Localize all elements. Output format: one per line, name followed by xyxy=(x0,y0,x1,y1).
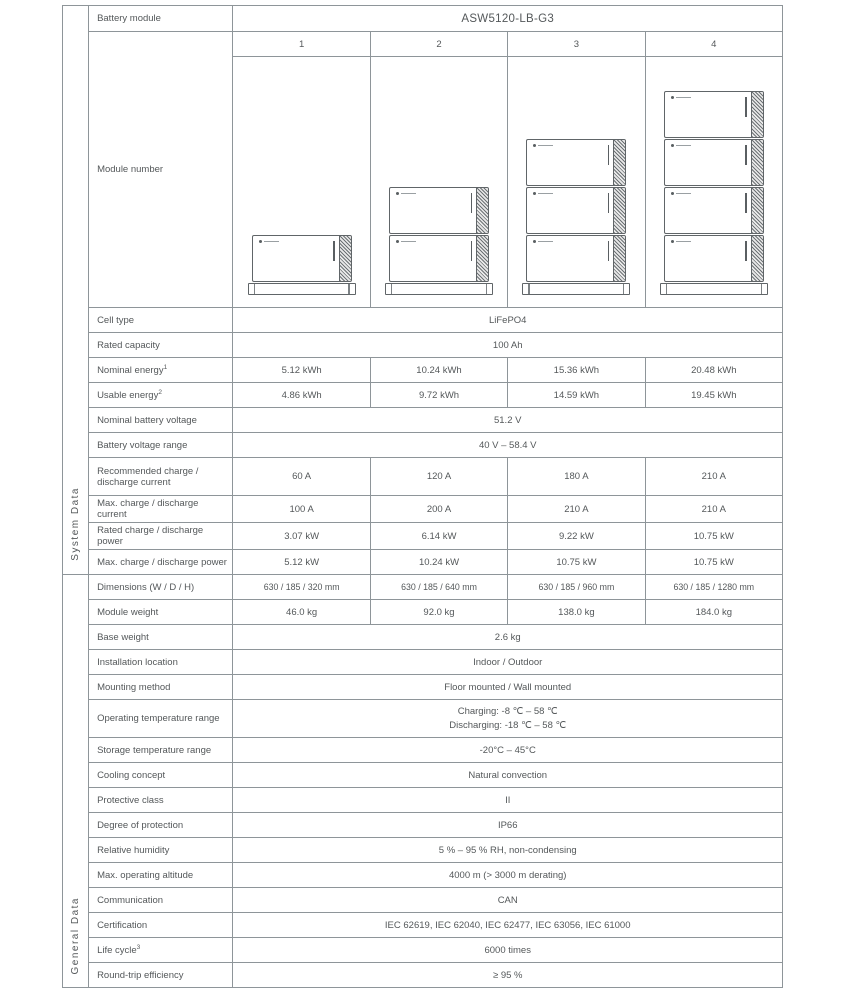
table-row xyxy=(63,675,783,700)
column-header-1: 1 xyxy=(233,32,370,57)
row-label: Module number xyxy=(89,32,233,308)
module-vent-strip xyxy=(751,92,763,137)
battery-base-illustration xyxy=(385,283,493,295)
brand-logo-mark xyxy=(533,240,553,243)
battery-stack-4 xyxy=(646,90,782,295)
row-value: 10.75 kW xyxy=(645,550,782,575)
battery-module-illustration xyxy=(389,235,489,282)
table-row xyxy=(63,963,783,988)
module-seam-line xyxy=(608,241,610,261)
row-label: Cooling concept xyxy=(89,763,233,788)
table-row xyxy=(63,938,783,963)
table-row xyxy=(63,788,783,813)
row-label: Battery voltage range xyxy=(89,433,233,458)
row-value: 180 A xyxy=(508,458,645,496)
battery-module-illustration xyxy=(664,91,764,138)
table-row xyxy=(63,433,783,458)
module-vent-strip xyxy=(476,236,488,281)
row-label: Life cycle$^3$ xyxy=(89,938,233,963)
battery-base-illustration xyxy=(248,283,356,295)
section-band-general xyxy=(63,575,89,988)
row-label: Module weight xyxy=(89,600,233,625)
column-header-2: 2 xyxy=(370,32,507,57)
row-label: Dimensions (W / D / H) xyxy=(89,575,233,600)
row-label: Nominal battery voltage xyxy=(89,408,233,433)
module-seam-line xyxy=(608,193,610,213)
temp-range-charging: Charging: -8 ℃ – 58 ℃ xyxy=(457,705,558,717)
brand-logo-mark xyxy=(533,144,553,147)
row-value: 10.75 kW xyxy=(508,550,645,575)
table-row xyxy=(63,308,783,333)
row-value: 9.22 kW xyxy=(508,523,645,550)
module-seam-line xyxy=(608,145,610,165)
battery-stack-2 xyxy=(371,186,507,295)
row-label: Rated charge / discharge power xyxy=(89,523,233,550)
table-row xyxy=(63,738,783,763)
row-value: 4.86 kWh xyxy=(233,383,370,408)
footnote-marker: 1 xyxy=(163,363,168,371)
section-label-general: General Data xyxy=(70,896,82,974)
row-value: ≥ 95 % xyxy=(233,963,783,988)
brand-logo-mark xyxy=(533,192,553,195)
row-value: 200 A xyxy=(370,496,507,523)
row-value: 210 A xyxy=(645,458,782,496)
brand-logo-mark xyxy=(259,240,279,243)
row-value: 120 A xyxy=(370,458,507,496)
row-value: 10.24 kWh xyxy=(370,358,507,383)
row-value: Floor mounted / Wall mounted xyxy=(233,675,783,700)
module-vent-strip xyxy=(613,140,625,185)
row-value: 630 / 185 / 1280 mm xyxy=(645,575,782,600)
section-band-system xyxy=(63,6,89,575)
row-label: Nominal energy$^1$ xyxy=(89,358,233,383)
row-label: Recommended charge / discharge current xyxy=(89,458,233,496)
battery-module-illustration xyxy=(389,187,489,234)
row-value: IP66 xyxy=(233,813,783,838)
temp-range-discharging: Discharging: -18 ℃ – 58 ℃ xyxy=(449,719,567,731)
module-seam-line xyxy=(745,145,747,165)
table-row xyxy=(63,700,783,738)
row-label: Max. charge / discharge power xyxy=(89,550,233,575)
battery-base-illustration xyxy=(660,283,768,295)
row-label: Mounting method xyxy=(89,675,233,700)
row-label: Communication xyxy=(89,888,233,913)
table-row xyxy=(63,408,783,433)
module-vent-strip xyxy=(339,236,351,281)
row-value: 138.0 kg xyxy=(508,600,645,625)
table-row xyxy=(63,358,783,383)
row-value: 210 A xyxy=(508,496,645,523)
table-row xyxy=(63,888,783,913)
row-value: 5 % – 95 % RH, non-condensing xyxy=(233,838,783,863)
row-label: Base weight xyxy=(89,625,233,650)
row-label: Max. charge / discharge current xyxy=(89,496,233,523)
row-label: Round-trip efficiency xyxy=(89,963,233,988)
battery-stack-3 xyxy=(508,138,644,295)
brand-logo-mark xyxy=(671,144,691,147)
row-value: 4000 m (> 3000 m derating) xyxy=(233,863,783,888)
module-vent-strip xyxy=(613,188,625,233)
module-vent-strip xyxy=(613,236,625,281)
row-value: Indoor / Outdoor xyxy=(233,650,783,675)
row-value: 10.75 kW xyxy=(645,523,782,550)
battery-stack-cell-2 xyxy=(370,57,507,308)
row-value: 15.36 kWh xyxy=(508,358,645,383)
table-row xyxy=(63,383,783,408)
brand-logo-mark xyxy=(671,96,691,99)
row-value: 100 Ah xyxy=(233,333,783,358)
row-value: 92.0 kg xyxy=(370,600,507,625)
table-row xyxy=(63,458,783,496)
row-value: LiFePO4 xyxy=(233,308,783,333)
row-value: 210 A xyxy=(645,496,782,523)
row-value xyxy=(233,700,783,738)
row-label: Usable energy$^2$ xyxy=(89,383,233,408)
row-value: -20°C – 45°C xyxy=(233,738,783,763)
row-label: Operating temperature range xyxy=(89,700,233,738)
column-header-4: 4 xyxy=(645,32,782,57)
row-value: 5.12 kW xyxy=(233,550,370,575)
battery-module-illustration xyxy=(664,235,764,282)
table-row xyxy=(63,496,783,523)
row-value: 10.24 kW xyxy=(370,550,507,575)
row-value: 40 V – 58.4 V xyxy=(233,433,783,458)
module-seam-line xyxy=(745,193,747,213)
module-seam-line xyxy=(471,241,473,261)
table-row xyxy=(63,333,783,358)
table-row xyxy=(63,650,783,675)
row-label: Storage temperature range xyxy=(89,738,233,763)
row-value: 20.48 kWh xyxy=(645,358,782,383)
battery-module-illustration xyxy=(526,235,626,282)
row-label: Protective class xyxy=(89,788,233,813)
table-row xyxy=(63,523,783,550)
module-vent-strip xyxy=(751,236,763,281)
row-value: Natural convection xyxy=(233,763,783,788)
column-header-3: 3 xyxy=(508,32,645,57)
row-value: 19.45 kWh xyxy=(645,383,782,408)
footnote-marker: 2 xyxy=(158,388,162,396)
row-label: Cell type xyxy=(89,308,233,333)
table-row xyxy=(63,838,783,863)
row-value: 6000 times xyxy=(233,938,783,963)
module-vent-strip xyxy=(476,188,488,233)
datasheet-page xyxy=(0,5,850,981)
row-value: 5.12 kWh xyxy=(233,358,370,383)
row-value: 51.2 V xyxy=(233,408,783,433)
brand-logo-mark xyxy=(671,192,691,195)
module-seam-line xyxy=(745,97,747,117)
module-seam-line xyxy=(333,241,335,261)
battery-module-illustration xyxy=(526,139,626,186)
brand-logo-mark xyxy=(396,192,416,195)
battery-stack-1 xyxy=(233,234,369,295)
row-value: 184.0 kg xyxy=(645,600,782,625)
module-vent-strip xyxy=(751,140,763,185)
battery-stack-cell-4 xyxy=(645,57,782,308)
row-label: Max. operating altitude xyxy=(89,863,233,888)
table-row xyxy=(63,575,783,600)
battery-stack-cell-3 xyxy=(508,57,645,308)
table-row xyxy=(63,600,783,625)
module-seam-line xyxy=(745,241,747,261)
module-vent-strip xyxy=(751,188,763,233)
product-name: ASW5120-LB-G3 xyxy=(233,6,783,32)
row-label: Degree of protection xyxy=(89,813,233,838)
brand-logo-mark xyxy=(671,240,691,243)
battery-base-illustration xyxy=(522,283,630,295)
row-value: 6.14 kW xyxy=(370,523,507,550)
battery-stack-cell-1 xyxy=(233,57,370,308)
battery-module-illustration xyxy=(526,187,626,234)
row-value: 630 / 185 / 640 mm xyxy=(370,575,507,600)
row-label: Relative humidity xyxy=(89,838,233,863)
row-value: 3.07 kW xyxy=(233,523,370,550)
row-value: 630 / 185 / 960 mm xyxy=(508,575,645,600)
battery-module-illustration xyxy=(664,187,764,234)
table-row xyxy=(63,913,783,938)
table-row-column-headers xyxy=(63,32,783,57)
row-value: 60 A xyxy=(233,458,370,496)
brand-logo-mark xyxy=(396,240,416,243)
row-value: II xyxy=(233,788,783,813)
module-seam-line xyxy=(471,193,473,213)
table-row-product xyxy=(63,6,783,32)
row-label: Installation location xyxy=(89,650,233,675)
row-label: Certification xyxy=(89,913,233,938)
table-row xyxy=(63,813,783,838)
row-value: 2.6 kg xyxy=(233,625,783,650)
row-value: CAN xyxy=(233,888,783,913)
table-row xyxy=(63,550,783,575)
row-value: 9.72 kWh xyxy=(370,383,507,408)
row-value: 46.0 kg xyxy=(233,600,370,625)
battery-module-illustration xyxy=(664,139,764,186)
table-row xyxy=(63,763,783,788)
footnote-marker: 3 xyxy=(136,943,141,951)
row-value: 14.59 kWh xyxy=(508,383,645,408)
row-value: IEC 62619, IEC 62040, IEC 62477, IEC 63056, IEC 61000 xyxy=(233,913,783,938)
row-label: Battery module xyxy=(89,6,233,32)
table-row xyxy=(63,863,783,888)
battery-spec-table xyxy=(62,5,783,988)
section-label-system: System Data xyxy=(70,487,82,561)
battery-module-illustration xyxy=(252,235,352,282)
row-value: 630 / 185 / 320 mm xyxy=(233,575,370,600)
row-value: 100 A xyxy=(233,496,370,523)
table-row xyxy=(63,625,783,650)
row-label: Rated capacity xyxy=(89,333,233,358)
